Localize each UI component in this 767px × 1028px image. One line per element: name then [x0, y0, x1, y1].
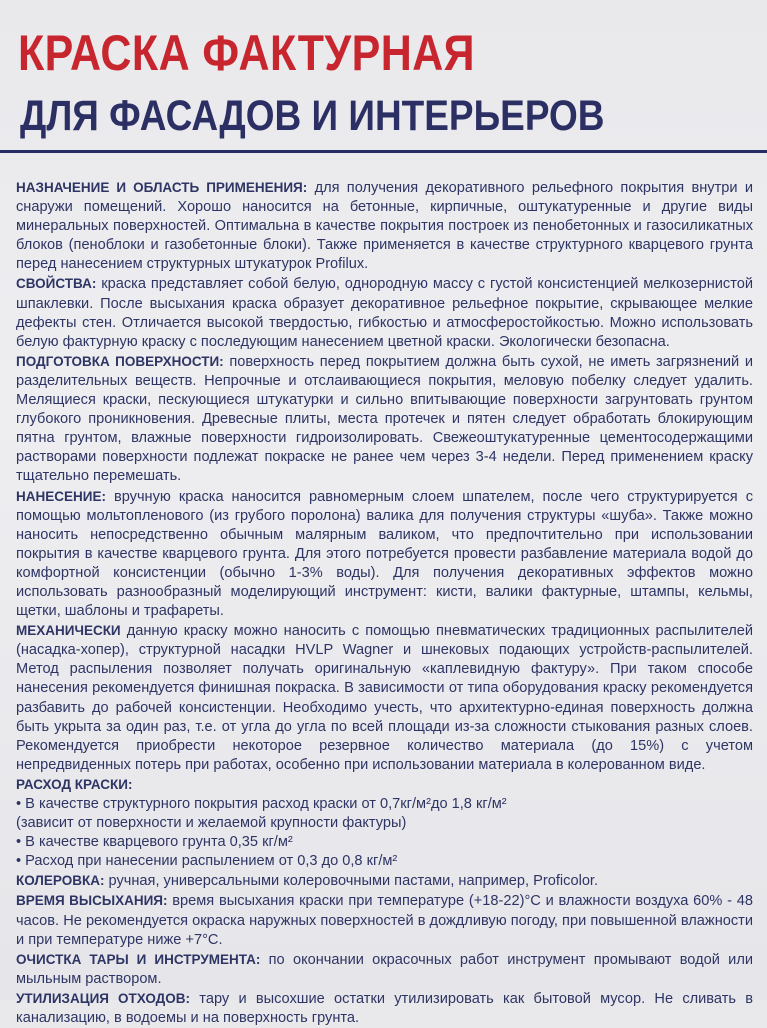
title-divider [0, 150, 767, 153]
page-subtitle: ДЛЯ ФАСАДОВ И ИНТЕРЬЕРОВ [20, 92, 605, 140]
list-item: • Расход при нанесении распылением от 0,3 до 0,8 кг/м² [16, 853, 398, 870]
section-text: данную краску можно наносить с помощью пневматических традиционных распылителей (насадка-хопер), структурной насадки HVLP Wagner и шнековых подающих устройств-распылителей. Метод распыления позволяет получать оригинальную «каплевидную фактуру». При таком способе нанесения рекомендуется финишная покраска. В зависимости от типа оборудования краску рекомендуется разбавить до рабочей консистенции. Необходимо учесть, что архитектурно-единая поверхность должна быть укрыта за один раз, т.е. от угла до угла по всей площади из-за сложности стыкования разных слоев. Рекомендуется приобрести некоторое резервное количество материала (до 15%) с учетом непредвиденных потерь при работах, особенно при использовании материала в колерованном виде. [16, 623, 753, 773]
section-text: тару и высохшие остатки утилизировать как бытовой мусор. Не сливать в канализацию, в водоемы и на поверхность грунта. [16, 990, 753, 1027]
section-text: по окончании окрасочных работ инструмент промывают водой или мыльным раствором. [16, 951, 753, 987]
section-application [16, 487, 753, 622]
page-title: КРАСКА ФАКТУРНАЯ [18, 25, 476, 81]
section-tinting [16, 871, 753, 891]
section-purpose [16, 178, 753, 274]
section-text: вручную краска наносится равномерным слоем шпателем, после чего структурируется с помощью мольтопленового (из грубого поролона) валика для получения структуры «шуба». Также можно наносить непосредственно обычным малярным валиком, что предпочтительно при использовании покрытия в качестве кварцевого грунта. Для этого потребуется провести разбавление материала водой до комфортной консистенции (обычно 1-3% воды). Для получения декоративных эффектов можно использовать разнообразный моделирующий инструмент: кисти, валики фактурные, штампы, кельмы, щетки, шаблоны и трафареты. [16, 488, 753, 620]
section-text: краска представляет собой белую, однородную массу с густой консистенцией мелкозернистой шпаклевки. После высыхания краска образует декоративное рельефное покрытие, скрывающее мелкие дефекты стен. Отличается высокой твердостью, гибкостью и атмосферостойкостью. Можно использовать белую фактурную краску с последующим нанесением цветной краски. Экологически безопасна. [16, 276, 753, 350]
list-item: • В качестве кварцевого грунта 0,35 кг/м² [16, 834, 293, 851]
section-disposal [16, 989, 753, 1028]
section-cleaning [16, 950, 753, 989]
section-heading: КОЛЕРОВКА: [16, 873, 105, 889]
section-heading: МЕХАНИЧЕСКИ [16, 623, 121, 639]
section-text: для получения декоративного рельефного покрытия внутри и снаружи помещений. Хорошо наносится на бетонные, кирпичные, оштукатуренные и другие виды минеральных поверхностей. Оптимальна в качестве покрытия построек из пенобетонных и газосиликатных блоков (пеноблоки и газобетонные блоки). Также применяется в качестве структурного кварцевого грунта перед нанесением структурных штукатурок Profilux. [16, 180, 754, 273]
section-text: ручная, универсальными колеровочными пастами, например, Proficolor. [104, 873, 599, 890]
section-heading: УТИЛИЗАЦИЯ ОТХОДОВ: [16, 990, 191, 1006]
section-heading: ОЧИСТКА ТАРЫ И ИНСТРУМЕНТА: [16, 951, 261, 967]
section-consumption [16, 775, 753, 795]
section-preparation [16, 352, 753, 487]
section-heading: ВРЕМЯ ВЫСЫХАНИЯ: [16, 893, 168, 909]
section-heading: ПОДГОТОВКА ПОВЕРХНОСТИ: [16, 353, 224, 369]
section-heading: НАНЕСЕНИЕ: [16, 488, 106, 504]
section-text: поверхность перед покрытием должна быть сухой, не иметь загрязнений и разделительных веществ. Непрочные и отслаивающиеся покрытия, меловую побелку следует удалить. Мелящиеся краски, пескующиеся штукатурки и сильно впитывающие поверхности загрунтовать грунтом глубокого проникновения. Древесные плиты, места протечек и пятен следует обработать блокирующим пятна грунтом, влажные поверхности гидроизолировать. Свежеоштукатуренные цементосодержащими растворами поверхности подлежат покраске не ранее чем через 3-4 недели. Перед применением краску тщательно перемешать. [16, 353, 753, 485]
section-mechanical [16, 621, 753, 775]
instructions-text [16, 178, 753, 1028]
section-heading: РАСХОД КРАСКИ: [16, 776, 133, 792]
section-drying [16, 891, 753, 949]
list-item: (зависит от поверхности и желаемой крупности фактуры) [16, 815, 407, 832]
section-text: время высыхания краски при температуре (+18-22)°С и влажности воздуха 60% - 48 часов. Не рекомендуется окраска наружных поверхностей в дождливую погоду, при повышенной влажности и при температуре ниже +7°С. [16, 893, 753, 948]
section-heading: НАЗНАЧЕНИЕ И ОБЛАСТЬ ПРИМЕНЕНИЯ: [16, 180, 308, 195]
list-item: • В качестве структурного покрытия расход краски от 0,7кг/м²до 1,8 кг/м² [16, 796, 507, 812]
section-properties [16, 274, 753, 351]
section-heading: СВОЙСТВА: [16, 276, 97, 292]
